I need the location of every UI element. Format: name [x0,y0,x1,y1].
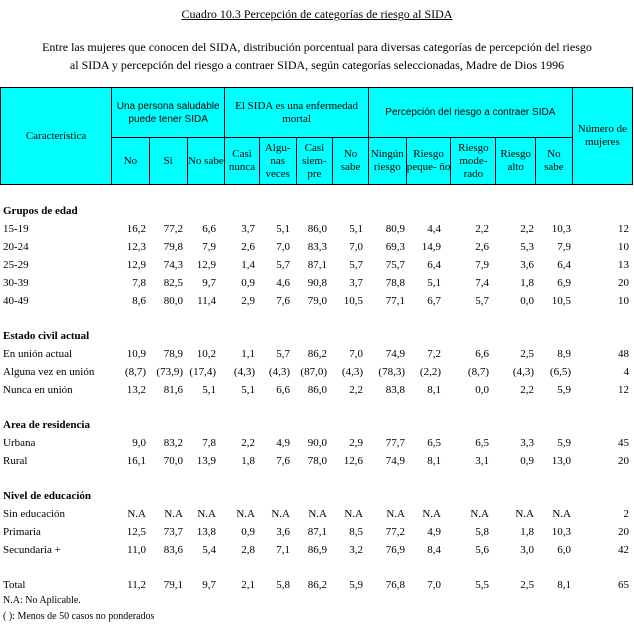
row-label: 15-19 [3,223,29,235]
header-group-mortal: El SIDA es una enfermedad mortal [225,88,369,138]
row-value: 10,5 [343,295,363,307]
row-value: (8,7) [124,366,146,378]
row-value: 13,0 [551,455,571,467]
row-value: 76,9 [385,544,405,556]
row-value: 86,0 [307,384,327,396]
header-group-saludable: Una persona saludable puede tener SIDA [112,88,225,138]
row-value: (73,9) [156,366,183,378]
row-value: (78,3) [378,366,405,378]
row-value: 77,2 [163,223,183,235]
row-value: N.A [515,508,534,520]
row-value: (2,2) [419,366,441,378]
row-value: N.A [271,508,290,520]
table-row [0,542,634,560]
row-value: 5,9 [557,437,571,449]
row-value: 11,0 [127,544,146,556]
row-value: 9,7 [202,277,216,289]
row-value: 79,0 [307,295,327,307]
row-value: 45 [618,437,629,449]
row-value: (8,7) [467,366,489,378]
row-value: 6,6 [475,348,489,360]
row-value: 4,9 [276,437,290,449]
row-value: 8,1 [427,455,441,467]
row-value: (87,0) [300,366,327,378]
row-value: 86,2 [307,348,327,360]
row-value: 5,1 [349,223,363,235]
row-value: 3,6 [520,259,534,271]
row-value: 20 [618,526,629,538]
row-value: 6,4 [427,259,441,271]
row-value: 78,9 [163,348,183,360]
section-title: Grupos de edad [3,205,78,217]
row-value: 42 [618,544,629,556]
row-value: 83,2 [163,437,183,449]
row-value: 5,1 [241,384,255,396]
row-value: 2,5 [520,348,534,360]
row-value: N.A [308,508,327,520]
row-value: 0,0 [475,384,489,396]
row-value: 12 [618,384,629,396]
header-col: Casi nunca [225,138,260,185]
row-value: 6,0 [557,544,571,556]
row-value: 69,3 [385,241,405,253]
table-row [0,506,634,524]
row-value: 3,7 [241,223,255,235]
row-value: 7,2 [427,348,441,360]
row-value: 77,1 [385,295,405,307]
row-value: 2,8 [241,544,255,556]
row-value: 13,8 [196,526,216,538]
row-value: 5,7 [276,259,290,271]
row-value: 5,8 [276,579,290,591]
row-value: 8,9 [557,348,571,360]
row-value: 6,6 [202,223,216,235]
row-value: 2,9 [349,437,363,449]
row-value: 1,1 [241,348,255,360]
row-value: 3,0 [520,544,534,556]
row-value: 7,1 [276,544,290,556]
row-value: 79,1 [163,579,183,591]
row-label: Secundaria + [3,544,61,556]
row-value: 4 [623,366,629,378]
header-caracteristica: Característica [1,88,112,185]
table-title: Cuadro 10.3 Percepción de categorías de riesgo al SIDA [181,7,453,21]
row-value: 83,6 [163,544,183,556]
row-label: Primaria [3,526,41,538]
section-heading [0,203,634,221]
note-casos: ( ): Menos de 50 casos no ponderados [3,611,155,622]
row-value: 10,9 [126,348,146,360]
row-value: 86,2 [307,579,327,591]
row-value: 1,4 [241,259,255,271]
row-value: 16,1 [126,455,146,467]
row-value: 12,5 [126,526,146,538]
row-label: Total [3,579,26,591]
row-value: (4,3) [233,366,255,378]
row-value: 83,8 [385,384,405,396]
row-value: N.A [386,508,405,520]
table-row [0,346,634,364]
row-value: 8,6 [132,295,146,307]
row-value: 7,0 [276,241,290,253]
row-value: 5,7 [349,259,363,271]
row-value: 2,5 [520,579,534,591]
row-value: 10,2 [196,348,216,360]
row-value: 5,5 [475,579,489,591]
row-value: 2,9 [241,295,255,307]
row-value: 2,6 [475,241,489,253]
row-value: 7,8 [132,277,146,289]
table-row [0,275,634,293]
row-value: 86,9 [307,544,327,556]
table-row [0,257,634,275]
row-value: 6,5 [427,437,441,449]
header-group-percepcion: Percepción del riesgo a contraer SIDA [368,88,572,138]
row-value: 0,9 [241,277,255,289]
row-value: 7,0 [349,241,363,253]
header-col: Riesgo alto [496,138,536,185]
row-value: 12,6 [343,455,363,467]
note-na: N.A: No Aplicable. [3,595,81,606]
row-value: 75,7 [385,259,405,271]
row-value: 78,8 [385,277,405,289]
row-value: 2,2 [520,223,534,235]
row-value: 90,0 [307,437,327,449]
row-value: 86,0 [307,223,327,235]
row-value: N.A [552,508,571,520]
row-value: 10,3 [551,526,571,538]
subtitle-line-2: al SIDA y percepción del riesgo a contraer SIDA, según categorías seleccionadas, Madre de Dios 1996 [69,58,565,72]
row-value: 74,9 [385,348,405,360]
row-value: 2,6 [241,241,255,253]
row-value: 5,1 [427,277,441,289]
row-value: N.A [422,508,441,520]
row-value: 6,4 [557,259,571,271]
row-value: 8,5 [349,526,363,538]
row-value: 78,0 [307,455,327,467]
row-value: 3,2 [349,544,363,556]
table-row [0,453,634,471]
row-value: 12,3 [126,241,146,253]
row-value: 3,7 [349,277,363,289]
section-heading [0,328,634,346]
row-value: 6,5 [475,437,489,449]
row-value: N.A [164,508,183,520]
table-body [0,203,634,595]
row-value: 2,1 [241,579,255,591]
row-label: 40-49 [3,295,29,307]
table-row [0,382,634,400]
table-row [0,293,634,311]
row-label: Rural [3,455,28,467]
row-value: 7,0 [427,579,441,591]
row-value: 1,8 [241,455,255,467]
section-title: Nivel de educación [3,490,91,502]
row-value: 12,9 [126,259,146,271]
row-value: 5,6 [475,544,489,556]
row-value: 7,9 [557,241,571,253]
row-label: Sin educación [3,508,66,520]
row-value: 3,6 [276,526,290,538]
header-col: No sabe [187,138,225,185]
row-value: 5,9 [349,579,363,591]
row-value: 13 [618,259,629,271]
row-value: 76,8 [385,579,405,591]
row-value: 77,7 [385,437,405,449]
row-value: N.A [470,508,489,520]
row-value: 16,2 [126,223,146,235]
row-label: En unión actual [3,348,73,360]
row-label: Nunca en unión [3,384,73,396]
header-col: No sabe [333,138,369,185]
row-value: 87,1 [307,259,327,271]
row-value: 7,6 [276,455,290,467]
section-title: Area de residencia [3,419,90,431]
header-col: Ningún riesgo [368,138,406,185]
header-col: No sabe [536,138,573,185]
row-value: 9,7 [202,579,216,591]
total-row [0,577,634,595]
section-gap [0,311,634,328]
row-value: 65 [618,579,629,591]
row-value: 2,2 [520,384,534,396]
row-value: 4,6 [276,277,290,289]
row-value: 0,9 [241,526,255,538]
row-value: 3,1 [475,455,489,467]
row-value: N.A [236,508,255,520]
table-row [0,435,634,453]
header-col: Casi siem- pre [296,138,333,185]
row-value: 80,0 [163,295,183,307]
row-value: 14,9 [421,241,441,253]
header-col: No [112,138,150,185]
row-value: 8,4 [427,544,441,556]
row-value: 7,0 [349,348,363,360]
row-value: 10 [618,295,629,307]
row-value: 10 [618,241,629,253]
row-value: 6,9 [557,277,571,289]
row-value: 90,8 [307,277,327,289]
row-value: N.A [344,508,363,520]
row-value: 2,2 [475,223,489,235]
row-value: (4,3) [512,366,534,378]
section-gap [0,471,634,488]
table-row [0,524,634,542]
row-value: 2,2 [241,437,255,449]
row-value: 0,0 [520,295,534,307]
section-heading [0,488,634,506]
header-col: Si [149,138,187,185]
row-value: 2,2 [349,384,363,396]
row-value: 5,1 [276,223,290,235]
row-value: 4,9 [427,526,441,538]
table-subtitle [30,38,604,74]
row-value: 81,6 [163,384,183,396]
row-value: (17,4) [189,366,216,378]
row-value: 7,9 [202,241,216,253]
row-value: 10,5 [551,295,571,307]
header-col: Riesgo mode- rado [451,138,496,185]
row-value: 7,9 [475,259,489,271]
row-value: 5,4 [202,544,216,556]
row-value: 5,1 [202,384,216,396]
row-value: 4,4 [427,223,441,235]
row-value: 7,6 [276,295,290,307]
row-value: 13,2 [126,384,146,396]
row-value: 3,3 [520,437,534,449]
table-row [0,239,634,257]
row-value: 70,0 [163,455,183,467]
row-value: 5,9 [557,384,571,396]
table-row [0,364,634,382]
row-value: N.A [127,508,146,520]
row-value: (6,5) [549,366,571,378]
row-value: N.A [197,508,216,520]
row-value: 8,1 [427,384,441,396]
header-col: Riesgo peque- ño [406,138,451,185]
section-heading [0,417,634,435]
row-value: 82,5 [163,277,183,289]
row-value: (4,3) [341,366,363,378]
table-header [0,87,633,185]
row-value: 73,7 [163,526,183,538]
row-value: 5,8 [475,526,489,538]
row-label: Alguna vez en unión [3,366,95,378]
row-value: 77,2 [385,526,405,538]
row-value: 1,8 [520,277,534,289]
row-label: 30-39 [3,277,29,289]
row-value: 7,8 [202,437,216,449]
row-value: 20 [618,277,629,289]
section-gap [0,400,634,417]
header-numero: Número de mujeres [572,88,632,185]
row-label: Urbana [3,437,36,449]
row-value: 5,7 [475,295,489,307]
table-row [0,221,634,239]
section-title: Estado civil actual [3,330,90,342]
row-value: 5,7 [276,348,290,360]
row-value: 79,8 [163,241,183,253]
section-gap [0,560,634,577]
row-value: 10,3 [551,223,571,235]
row-value: 7,4 [475,277,489,289]
row-value: 12,9 [196,259,216,271]
row-value: 80,9 [385,223,405,235]
row-value: 74,3 [163,259,183,271]
row-label: 20-24 [3,241,29,253]
row-value: 6,7 [427,295,441,307]
row-value: 48 [618,348,629,360]
row-value: 12 [618,223,629,235]
row-value: 11,2 [127,579,146,591]
header-col: Algu- nas veces [259,138,296,185]
row-value: 74,9 [385,455,405,467]
row-value: 9,0 [132,437,146,449]
row-value: 20 [618,455,629,467]
row-value: 6,6 [276,384,290,396]
row-value: 0,9 [520,455,534,467]
row-value: 11,4 [197,295,216,307]
row-value: 5,3 [520,241,534,253]
row-label: 25-29 [3,259,29,271]
subtitle-line-1: Entre las mujeres que conocen del SIDA, distribución porcentual para diversas categorías de percepción del riesgo [42,40,592,54]
row-value: 1,8 [520,526,534,538]
row-value: (4,3) [268,366,290,378]
row-value: 8,1 [557,579,571,591]
row-value: 13,9 [196,455,216,467]
row-value: 87,1 [307,526,327,538]
row-value: 2 [623,508,629,520]
row-value: 83,3 [307,241,327,253]
